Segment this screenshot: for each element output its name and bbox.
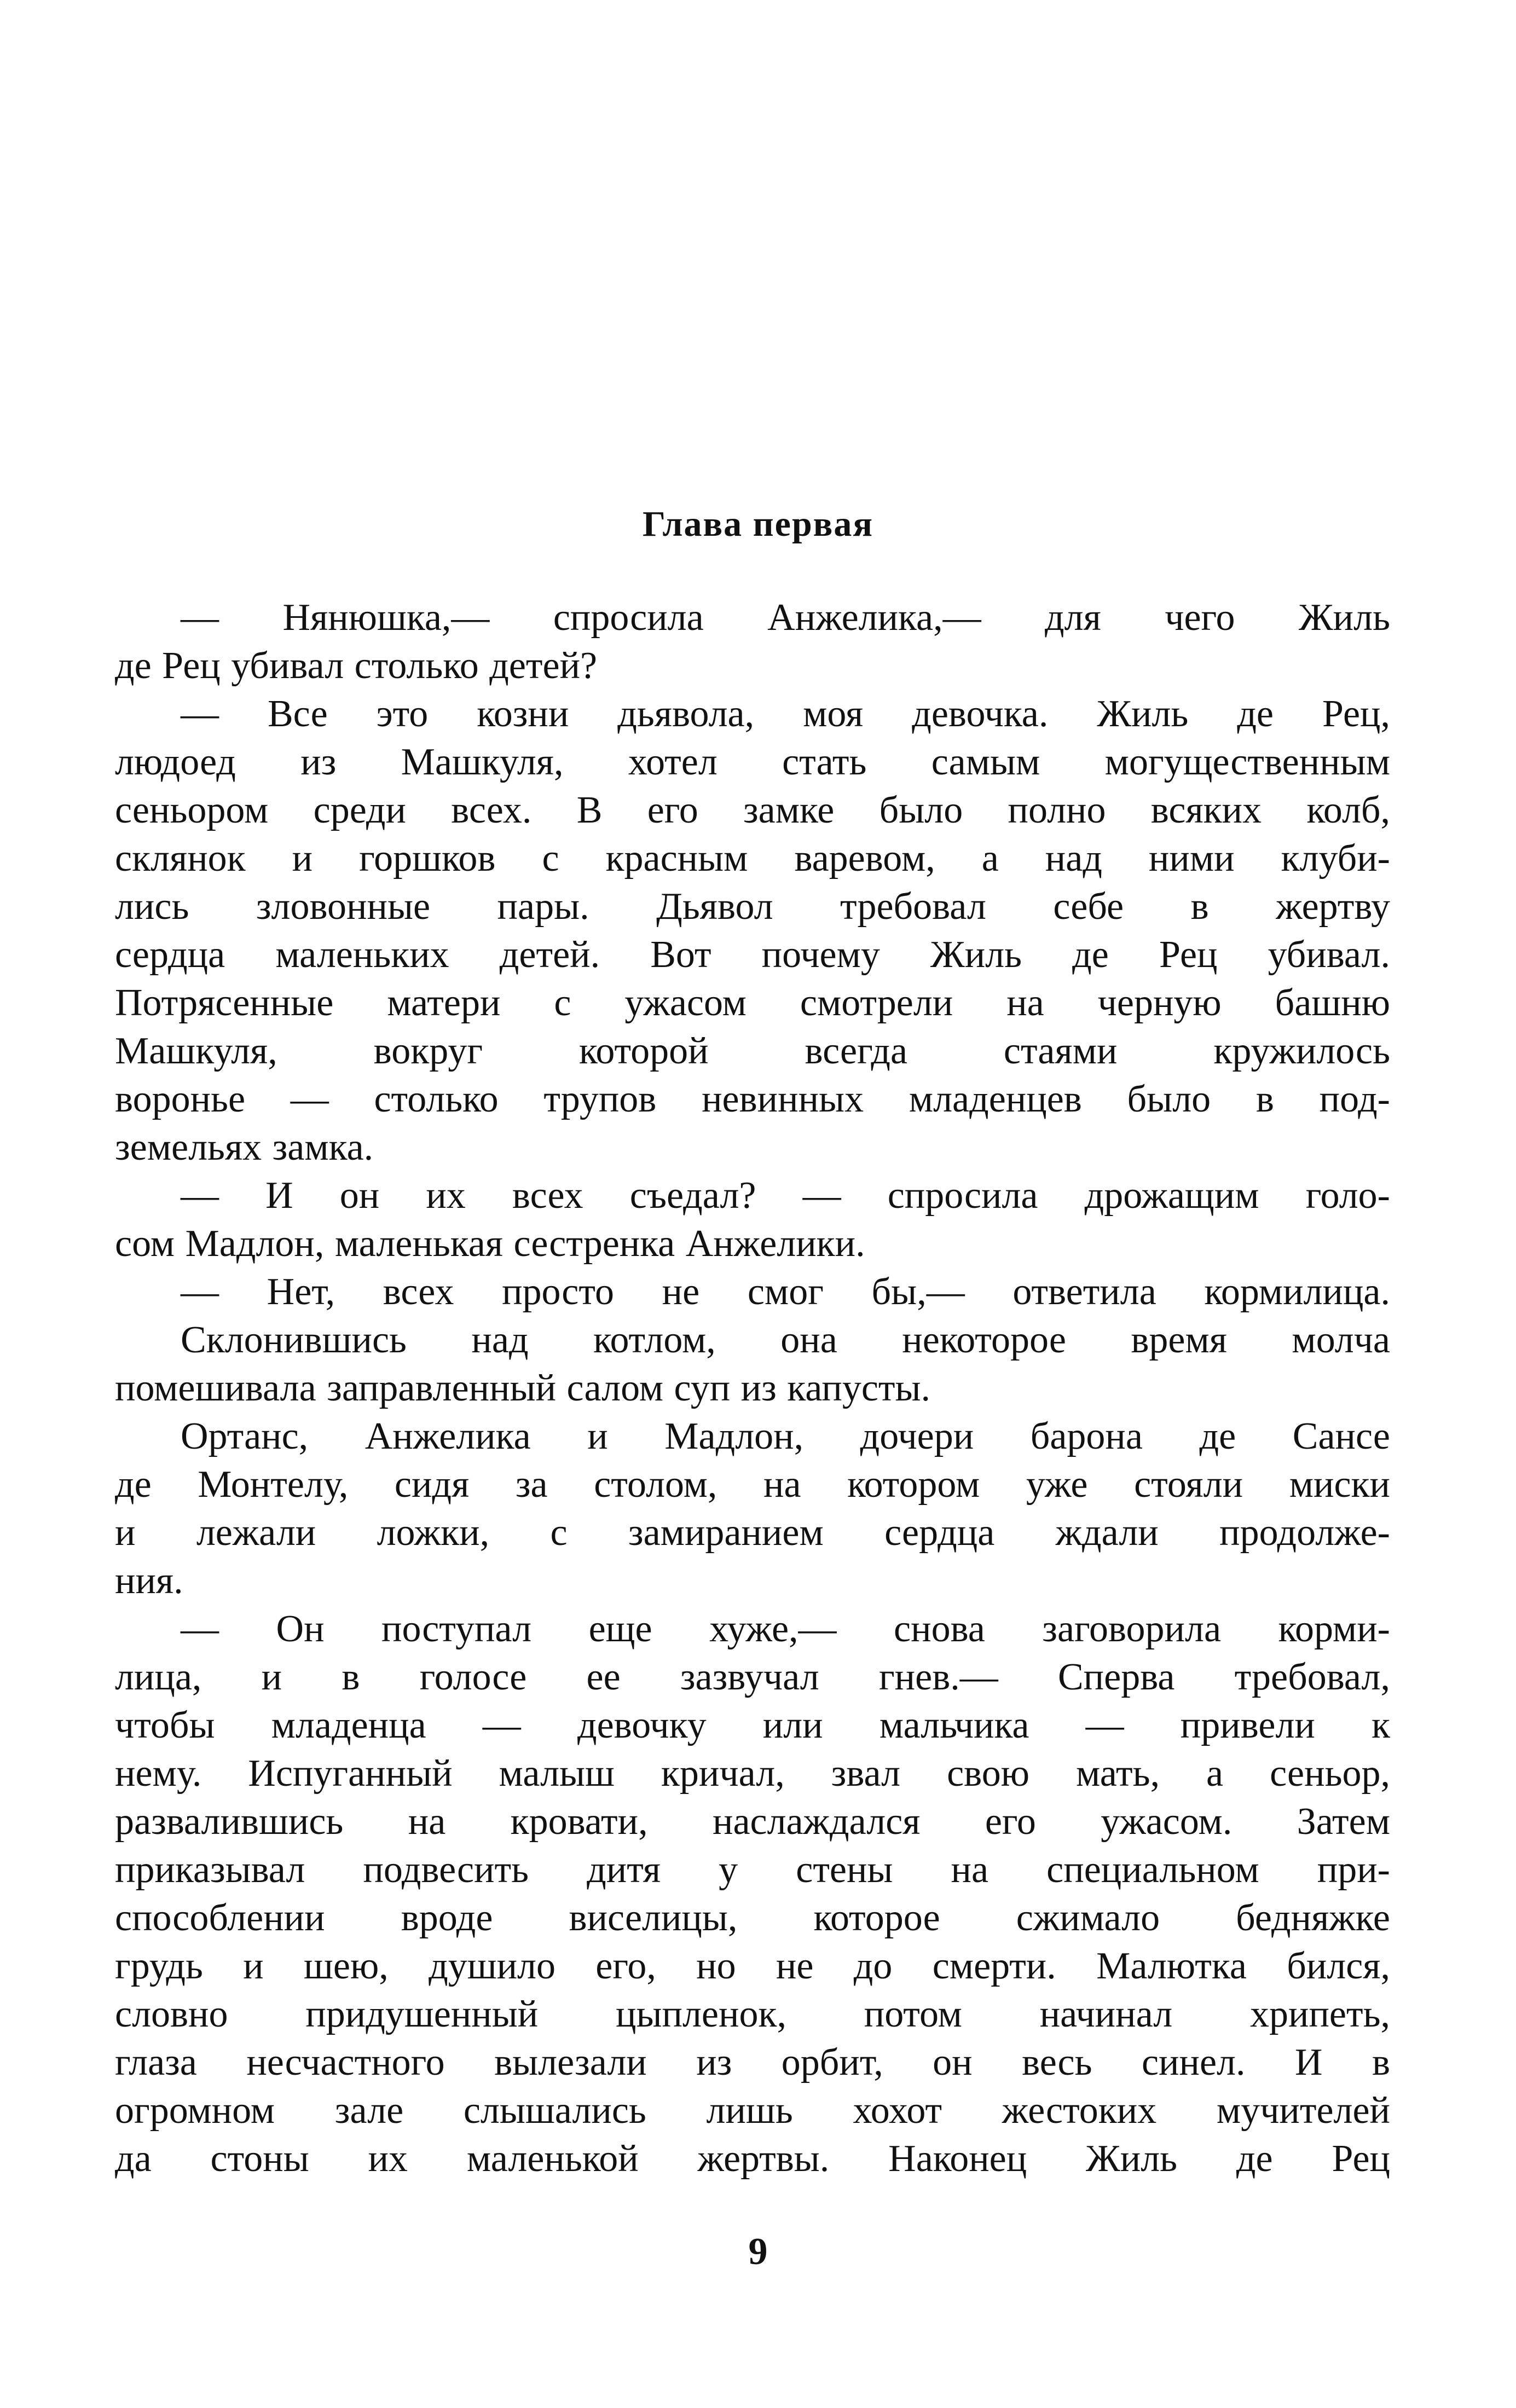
text-line: глаза несчастного вылезали из орбит, он весь синел. И в: [115, 2041, 1390, 2083]
chapter-title: Глава первая: [642, 504, 874, 544]
text-line: Машкуля, вокруг которой всегда стаями кружилось: [115, 1030, 1390, 1072]
text-line: Потрясенные матери с ужасом смотрели на черную башню: [115, 982, 1390, 1024]
text-line: сердца маленьких детей. Вот почему Жиль де Рец убивал.: [115, 934, 1390, 976]
text-line: и лежали ложки, с замиранием сердца ждали продолже-: [115, 1512, 1390, 1554]
text-line: склянок и горшков с красным варевом, а над ними клуби-: [115, 837, 1390, 879]
text-line: нему. Испуганный малыш кричал, звал свою мать, а сеньор,: [115, 1752, 1390, 1795]
text-line: словно придушенный цыпленок, потом начинал хрипеть,: [115, 1993, 1390, 2035]
text-line: — Нянюшка,— спросила Анжелика,— для чего Жиль: [181, 597, 1390, 639]
text-line: земельях замка.: [115, 1126, 374, 1168]
text-line: развалившись на кровати, наслаждался его ужасом. Затем: [115, 1801, 1390, 1843]
text-line: Склонившись над котлом, она некоторое время молча: [181, 1319, 1390, 1361]
page-number: 9: [748, 2231, 768, 2273]
text-line: огромном зале слышались лишь хохот жестоких мучителей: [115, 2089, 1390, 2132]
text-line: сом Мадлон, маленькая сестренка Анжелики.: [115, 1223, 865, 1265]
text-line: — Нет, всех просто не смог бы,— ответила кормилица.: [181, 1271, 1390, 1313]
text-line: лись зловонные пары. Дьявол требовал себе в жертву: [115, 885, 1390, 928]
text-line: Ортанс, Анжелика и Мадлон, дочери барона де Сансе: [181, 1415, 1390, 1457]
text-line: — И он их всех съедал? — спросила дрожащим голо-: [181, 1174, 1390, 1217]
text-line: людоед из Машкуля, хотел стать самым могущественным: [115, 741, 1390, 783]
text-line: способлении вроде виселицы, которое сжимало бедняжке: [115, 1897, 1390, 1939]
text-line: чтобы младенца — девочку или мальчика — привели к: [115, 1704, 1390, 1746]
chapter-text: [115, 594, 1390, 2183]
text-line: помешивала заправленный салом суп из капусты.: [115, 1367, 931, 1409]
text-line: ния.: [115, 1560, 183, 1602]
text-line: лица, и в голосе ее зазвучал гнев.— Сперва требовал,: [115, 1656, 1390, 1698]
text-line: воронье — столько трупов невинных младенцев было в под-: [115, 1078, 1390, 1120]
text-line: приказывал подвесить дитя у стены на специальном при-: [115, 1849, 1390, 1891]
text-line: да стоны их маленькой жертвы. Наконец Жиль де Рец: [115, 2138, 1390, 2180]
text-line: — Все это козни дьявола, моя девочка. Жиль де Рец,: [181, 693, 1390, 735]
text-line: грудь и шею, душило его, но не до смерти. Малютка бился,: [115, 1945, 1390, 1987]
text-line: де Монтелу, сидя за столом, на котором уже стояли миски: [115, 1463, 1390, 1506]
text-line: сеньором среди всех. В его замке было полно всяких колб,: [115, 789, 1390, 831]
text-line: — Он поступал еще хуже,— снова заговорила корми-: [181, 1608, 1390, 1650]
text-line: де Рец убивал столько детей?: [115, 645, 598, 687]
